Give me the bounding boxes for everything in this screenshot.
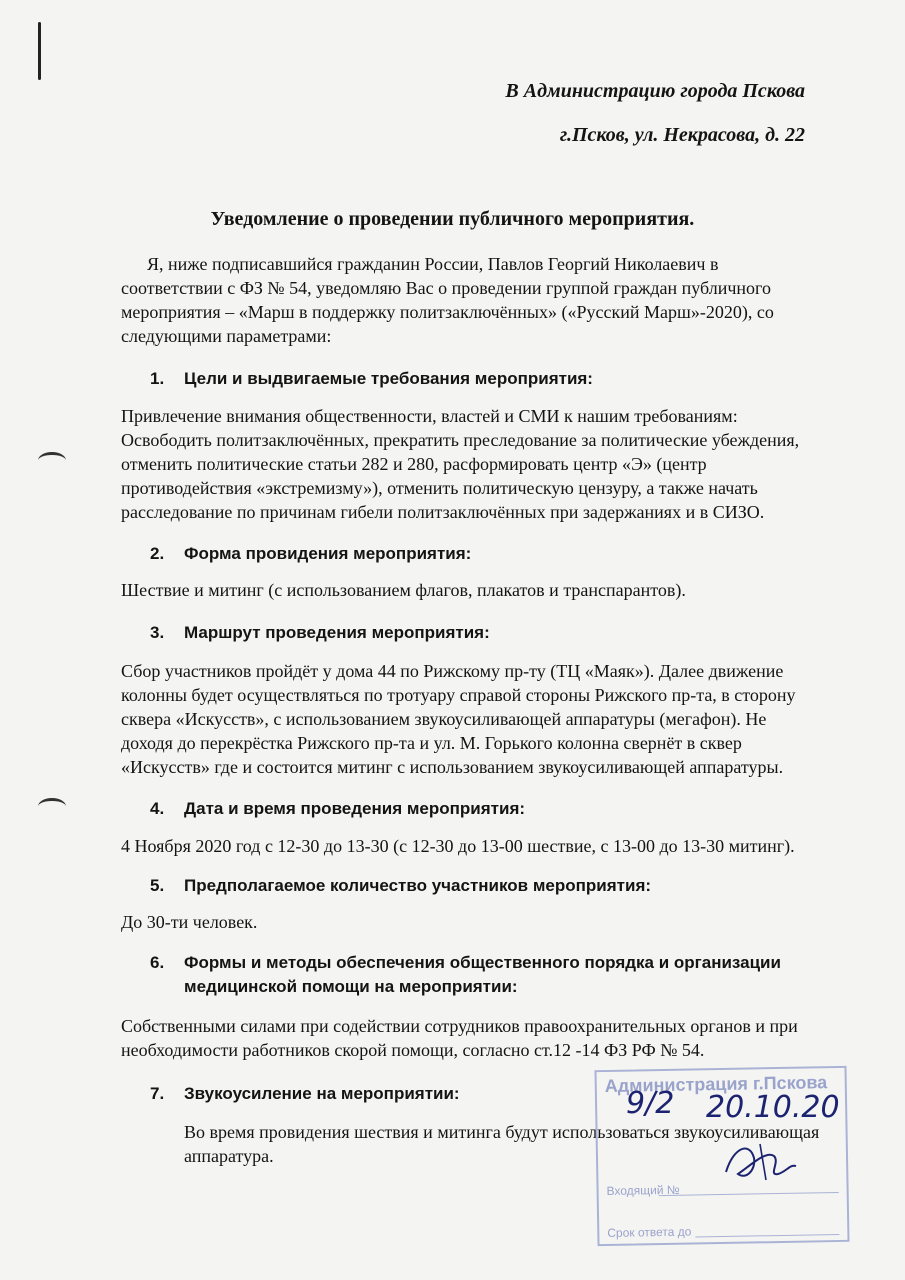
section-heading bbox=[150, 797, 790, 821]
section-body: 4 Ноября 2020 год с 12-30 до 13-30 (с 12-30 до 13-00 шествие, с 13-00 до 13-30 митинг). bbox=[121, 836, 795, 856]
stamp-title: Администрация г.Пскова bbox=[604, 1072, 828, 1097]
punch-hole-mark bbox=[38, 798, 66, 815]
punch-hole-mark bbox=[38, 452, 66, 469]
stamp-due-label: Срок ответа до bbox=[607, 1224, 692, 1241]
signature-icon bbox=[720, 1136, 800, 1186]
section-heading bbox=[150, 951, 790, 999]
addressee-address: г.Псков, ул. Некрасова, д. 22 bbox=[559, 124, 805, 146]
section-number: 7. bbox=[150, 1084, 165, 1103]
section-heading bbox=[150, 621, 790, 645]
section-number: 2. bbox=[150, 544, 165, 563]
section-body: Во время провидения шествия и митинга будут использоваться звукоусиливающая аппаратура. bbox=[184, 1122, 820, 1166]
addressee: В Администрацию города Пскова bbox=[505, 80, 805, 102]
section-heading-text: Маршрут проведения мероприятия: bbox=[184, 623, 490, 642]
section-heading-text: Предполагаемое количество участников мероприятия: bbox=[184, 876, 652, 895]
section-heading-text: Форма провидения мероприятия: bbox=[184, 544, 472, 563]
section-body: Шествие и митинг (с использованием флагов, плакатов и транспарантов). bbox=[121, 580, 686, 600]
stamp-incoming-label: Входящий № bbox=[606, 1182, 680, 1199]
handwritten-registration-number: 9/2 bbox=[626, 1086, 675, 1121]
binder-mark bbox=[38, 22, 41, 80]
section-number: 4. bbox=[150, 799, 165, 818]
stamp-line bbox=[695, 1234, 839, 1238]
document-title: Уведомление о проведении публичного мероприятия. bbox=[210, 208, 695, 230]
section-body: Собственными силами при содействии сотрудников правоохранительных органов и при необходимости работников скорой помощи, согласно ст.12 -14 ФЗ РФ № 54. bbox=[121, 1016, 798, 1060]
section-number: 6. bbox=[150, 953, 165, 972]
section-heading bbox=[150, 874, 790, 898]
handwritten-date: 20.10.20 bbox=[706, 1090, 840, 1125]
section-heading-text: Дата и время проведения мероприятия: bbox=[184, 799, 526, 818]
section-heading-text: Цели и выдвигаемые требования мероприятия: bbox=[184, 369, 593, 388]
section-number: 5. bbox=[150, 876, 165, 895]
section-body: Сбор участников пройдёт у дома 44 по Рижскому пр-ту (ТЦ «Маяк»). Далее движение колонны будет осуществляться по тротуару справой стороны Рижского пр-та, в сторону сквера «Искусств», с использованием звукоусиливающей аппаратуры (мегафон). Не доходя до перекрёстка Рижского пр-та и ул. М. Горького колонна свернёт в сквер «Искусств» где и состоится митинг с использованием звукоусиливающей аппаратуры. bbox=[121, 661, 796, 777]
stamp-line bbox=[659, 1192, 839, 1196]
section-heading bbox=[150, 367, 790, 391]
intro-paragraph: Я, ниже подписавшийся гражданин России, Павлов Георгий Николаевич в соответствии с ФЗ № 54, уведомляю Вас о проведении группой граждан публичного мероприятия – «Марш в поддержку политзаключённых» («Русский Марш»-2020), со следующими параметрами: bbox=[121, 254, 774, 346]
section-number: 1. bbox=[150, 369, 165, 388]
section-heading bbox=[150, 542, 790, 566]
section-number: 3. bbox=[150, 623, 165, 642]
section-heading-text: Звукоусиление на мероприятии: bbox=[184, 1084, 460, 1103]
section-body: Привлечение внимания общественности, властей и СМИ к нашим требованиям: Освободить политзаключённых, прекратить преследование за политические убеждения, отменить политические статьи 282 и 280, расформировать центр «Э» (центр противодействия «экстремизму»), отменить политическую цензуру, а также начать расследование по причинам гибели политзаключённых при задержаниях и в СИЗО. bbox=[121, 406, 800, 522]
section-heading-text: Формы и методы обеспечения общественного порядка и организации медицинской помощи на мероприятии: bbox=[184, 953, 781, 996]
section-body: До 30-ти человек. bbox=[121, 912, 258, 932]
